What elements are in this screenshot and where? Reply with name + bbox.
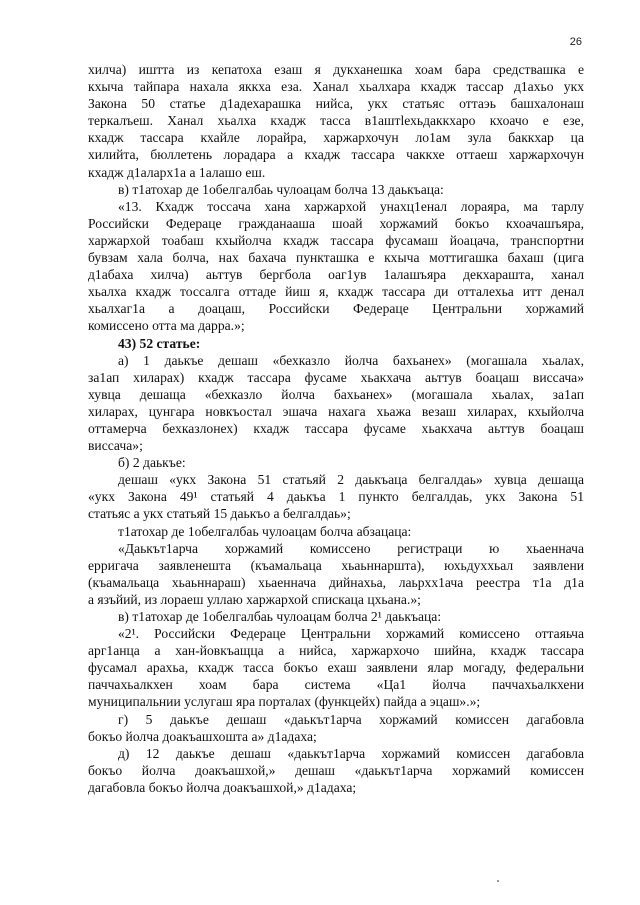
text-line: хилча) иштта из кепатоха езаш я дукханешка хоам бара средствашка е [88,62,584,77]
text-line: бувзам хала болча, нах бахача пункташка е кхыча моттигашка бахаш (цига [88,250,584,266]
text-line: хилийта, бюллетень лорадара а кхадж тассара чаккхе оттаеш харжархочун [88,147,584,163]
text-line: г) 5 даькъе дешаш «даькът1арча хоржамий комиссен дагабовла [118,711,584,727]
text-line: Российски Федераце гражданааша шоай хоржамий бокъо кхоачашъяра, [88,215,584,231]
text-line: статьяс а укх статьяй 15 даькъо а белгалдаь»; [88,506,351,522]
text-line: виссача»; [88,438,143,454]
text-line: фусамал арахьа, кхадж тасса бокъо ехаш заявлени ялар могаду, федеральни [88,660,584,676]
text-line: муниципальнии услугаш яра порталах (функцейх) пайда а эцаш».»; [88,694,481,710]
text-line: «Даькът1арча хоржамий комиссено регистраци ю хьаенначa [118,540,584,556]
text-line: в) т1атохар де 1обелгалбаь чулоацам болча 2¹ даькъаца: [118,609,442,624]
text-line: комиссено отта ма дарра.»; [88,318,245,334]
text-line: паччахьалкхен хоам бара система «Ца1 йолча паччахьалкхени [88,677,584,693]
text-line: харжархой тоабаш кхыйолча кхадж тассара фусамаш йоацача, транспортни [88,232,584,248]
text-line: а язъйий, из лораеш уллаю харжархой спискаца цхьана.»; [88,591,421,607]
text-line: хьалха кхадж тоссалга оттаде йиш я, кхадж тассара ди отталехьа итт денал [88,284,584,300]
text-line: д1абаха хилча) аьттув бергбола оаг1ув 1алашъяра декхараштa, ханал [88,267,584,283]
scan-mark [497,880,499,882]
text-line: в) т1атохар де 1обелгалбаь чулоацам болча 13 даькъаца: [118,181,444,197]
text-line: оттамерча бехказлонех) кхадж тассара фусаме хьакхача аьттув боацаш [88,420,584,436]
text-line: Закона 50 статье д1адехарашка нийса, укх статьяс оттаэь башхалонаш [88,96,584,112]
document-body [88,61,584,796]
text-line: д) 12 даькъе дешаш «даькът1арча хоржамий комиссен дагабовла [118,745,584,761]
text-line: «укх Закона 49¹ статьяй 4 даькъа 1 пункто белгалдаь, укх Закона 51 [88,489,584,505]
page-number: 26 [569,36,582,48]
text-line: (къамальаца хьаьннараш) хьаеннача дийнахьа, лаьрхх1ача реестра т1а д1а [88,574,584,590]
text-line: за1ап хиларах) кхадж тассара фусаме хьакхача аьттув боацаш виссача» [88,369,584,385]
text-line: «13. Кхадж тоссача хана харжархой унахц1енал лораяра, ма тарлу [118,198,584,214]
text-line: дешаш «укх Закона 51 статьяй 2 даькъаца белгалдаь» хувца дешаща [118,472,584,488]
text-line: арг1анца а хан-йовкъащца а нийса, харжархочо шийна, кхадж тассара [88,643,584,659]
section-heading-line: 43) 52 статье: [118,335,201,351]
text-line: дагабовла бокъо йолча доакъашхой,» д1адаха; [88,779,357,795]
text-line: теркалъеш. Ханал хьалха кхадж тасса в1аштlехьдаккхаро кхоачо е езе, [88,113,584,129]
text-line: бокъо йолча доакъашхошта а» д1адаха; [88,728,317,744]
text-line: «2¹. Российски Федераце Центральни хоржамий комиссено оттаяьча [118,626,584,642]
text-line: ерригача заявленешта (къамальаца хьаьннаршта), юхьдуххьал заявлени [88,557,584,573]
text-line: б) 2 даькъе: [118,455,186,471]
text-line: кхадж тассара кхайле лорайра, харжархочун ло1ам зула баккхар ца [88,130,584,146]
text-line: хувца дешаща «бехказло йолча бахьанех» (могашала хьалах, за1ап [88,386,584,402]
text-line: хиларах, цунгара новкъостал эшача нахага хьажа везаш хиларах, кхыйолча [88,403,584,419]
text-line: бокъо йолча доакъашхой,» дешаш «даькът1арча хоржамий комиссен [88,762,584,778]
text-line: а) 1 даькъе дешаш «бехказло йолча бахьанех» (могашала хьалах, [118,352,584,368]
text-line: хьалхаг1а а доацаш, Российски Федераце Центральни хоржамий [88,301,584,317]
text-line: кхадж д1аларх1а а 1алашо еш. [88,164,266,180]
text-line: кхыча тайпара нахала яккха еза. Ханал хьалхара кхадж тассар д1ахьо укх [88,79,584,95]
text-line: т1атохар де 1обелгалбаь чулоацам болча абзацаца: [118,523,412,539]
